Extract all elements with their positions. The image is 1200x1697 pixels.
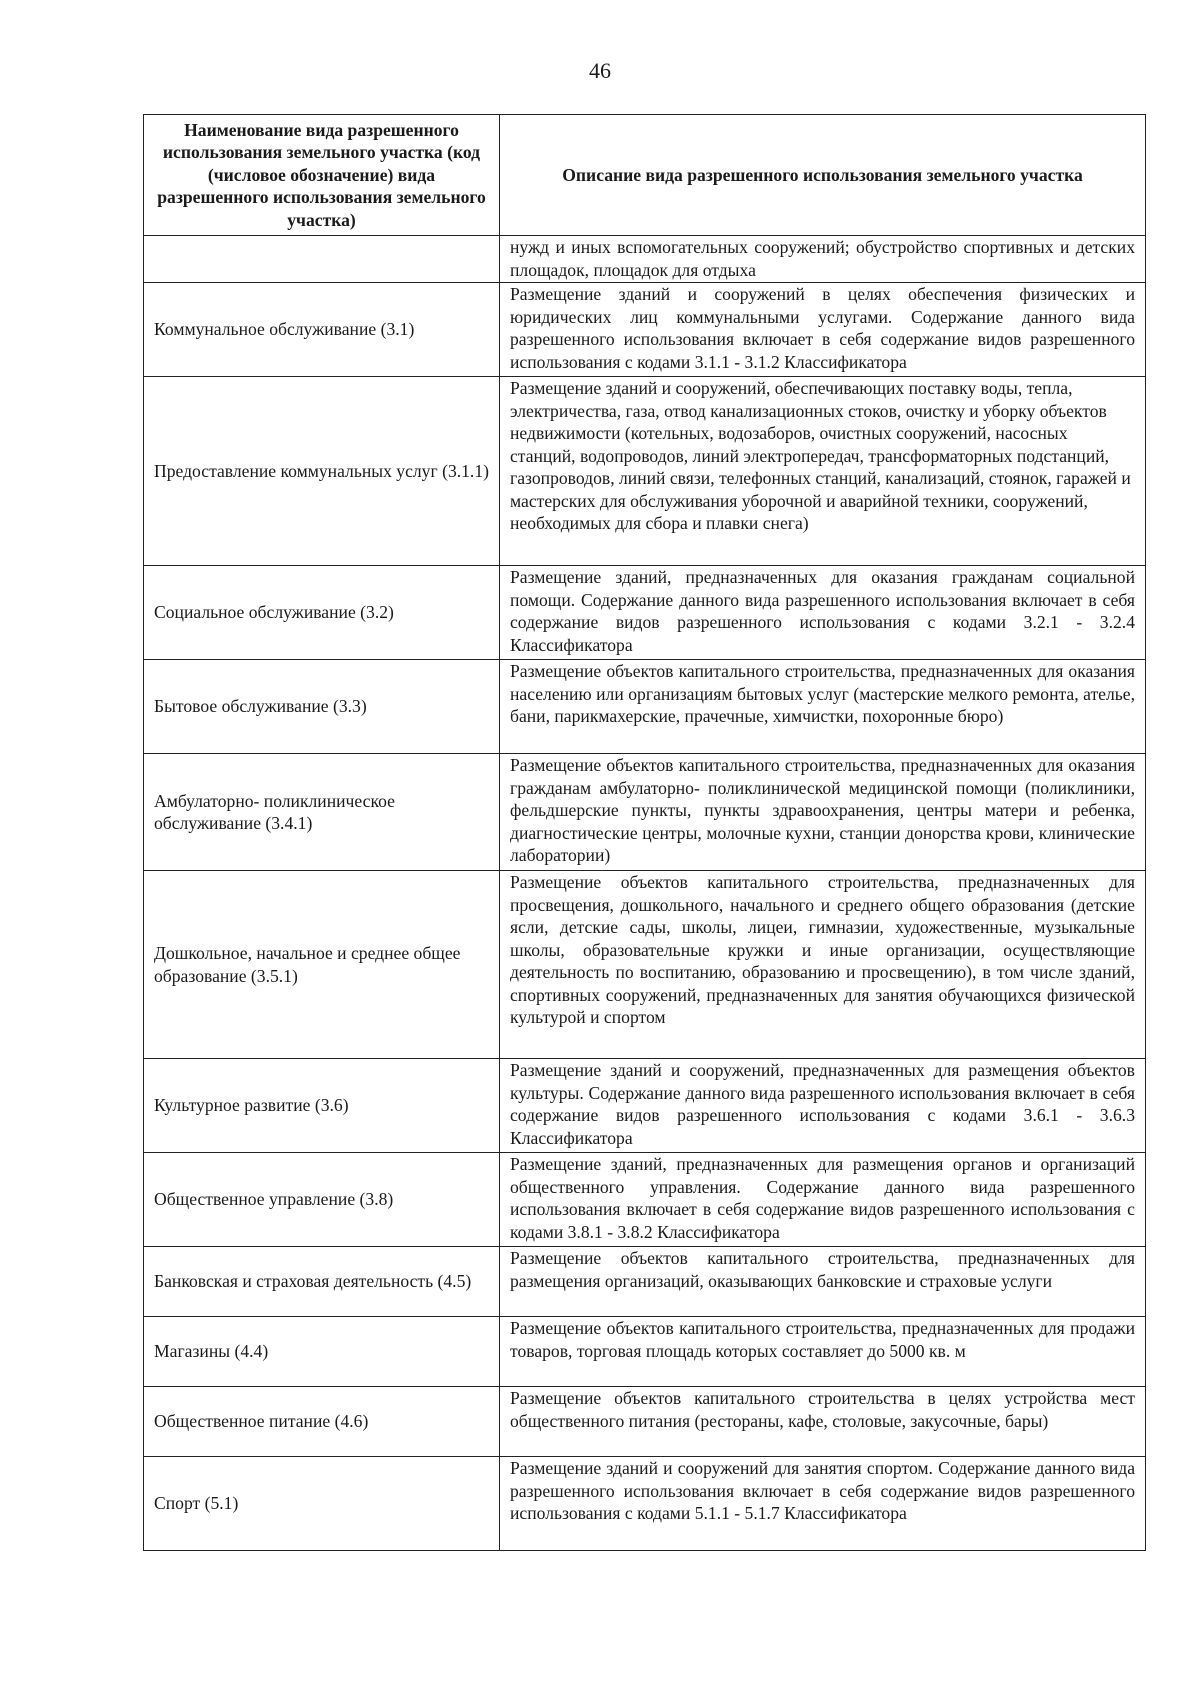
table-row: [144, 283, 1146, 377]
row-description: Размещение зданий, предназначенных для оказания гражданам социальной помощи. Содержание данного вида разрешенного использования включает в себя содержание видов разрешенного использования с кодами 3.2.1 - 3.2.4 Классификатора: [500, 566, 1146, 660]
row-description: Размещение зданий и сооружений для занятия спортом. Содержание данного вида разрешенного использования включает в себя содержание видов разрешенного использования с кодами 5.1.1 - 5.1.7 Классификатора: [500, 1457, 1146, 1551]
header-name-column: Наименование вида разрешенного использования земельного участка (код (числовое обозначение) вида разрешенного использования земельного участка): [144, 115, 500, 236]
land-use-table: [143, 114, 1146, 1551]
row-description: Размещение объектов капитального строительства, предназначенных для оказания населению или организациям бытовых услуг (мастерские мелкого ремонта, ателье, бани, парикмахерские, прачечные, химчистки, похоронные бюро): [500, 660, 1146, 754]
table-row: [144, 754, 1146, 871]
table-header-row: [144, 115, 1146, 236]
row-description: Размещение зданий, предназначенных для размещения органов и организаций общественного управления. Содержание данного вида разрешенного использования включает в себя содержание видов разрешенного использования с кодами 3.8.1 - 3.8.2 Классификатора: [500, 1153, 1146, 1247]
row-name: Социальное обслуживание (3.2): [144, 566, 500, 660]
table-row: [144, 871, 1146, 1059]
row-name: Общественное управление (3.8): [144, 1153, 500, 1247]
row-description: нужд и иных вспомогательных сооружений; обустройство спортивных и детских площадок, площадок для отдыха: [500, 236, 1146, 283]
row-name: Предоставление коммунальных услуг (3.1.1): [144, 377, 500, 566]
row-description: Размещение зданий и сооружений, предназначенных для размещения объектов культуры. Содержание данного вида разрешенного использования включает в себя содержание видов разрешенного использования с кодами 3.6.1 - 3.6.3 Классификатора: [500, 1059, 1146, 1153]
header-description-column: Описание вида разрешенного использования земельного участка: [500, 115, 1146, 236]
row-description: Размещение объектов капитального строительства в целях устройства мест общественного питания (рестораны, кафе, столовые, закусочные, бары): [500, 1387, 1146, 1457]
row-description: Размещение объектов капитального строительства, предназначенных для оказания гражданам амбулаторно- поликлинической медицинской помощи (поликлиники, фельдшерские пункты, пункты здравоохранения, центры матери и ребенка, диагностические центры, молочные кухни, станции донорства крови, клинические лаборатории): [500, 754, 1146, 871]
row-description: Размещение объектов капитального строительства, предназначенных для продажи товаров, торговая площадь которых составляет до 5000 кв. м: [500, 1317, 1146, 1387]
row-name: [144, 236, 500, 283]
table-row: [144, 377, 1146, 566]
row-name: Амбулаторно- поликлиническое обслуживание (3.4.1): [144, 754, 500, 871]
row-description: Размещение объектов капитального строительства, предназначенных для размещения организаций, оказывающих банковские и страховые услуги: [500, 1247, 1146, 1317]
row-description: Размещение объектов капитального строительства, предназначенных для просвещения, дошкольного, начального и среднего общего образования (детские ясли, детские сады, школы, лицеи, гимназии, художественные, музыкальные школы, образовательные кружки и иные организации, осуществляющие деятельность по воспитанию, образованию и просвещению), в том числе зданий, спортивных сооружений, предназначенных для занятия обучающихся физической культурой и спортом: [500, 871, 1146, 1059]
row-name: Спорт (5.1): [144, 1457, 500, 1551]
table-row: [144, 1457, 1146, 1551]
table-row: [144, 566, 1146, 660]
row-name: Коммунальное обслуживание (3.1): [144, 283, 500, 377]
table-row: [144, 1153, 1146, 1247]
table-row: [144, 1247, 1146, 1317]
table-row: [144, 236, 1146, 283]
page-number: 46: [589, 58, 611, 83]
row-name: Дошкольное, начальное и среднее общее образование (3.5.1): [144, 871, 500, 1059]
table-row: [144, 1387, 1146, 1457]
row-name: Общественное питание (4.6): [144, 1387, 500, 1457]
row-name: Магазины (4.4): [144, 1317, 500, 1387]
table-row: [144, 1059, 1146, 1153]
row-name: Культурное развитие (3.6): [144, 1059, 500, 1153]
row-name: Банковская и страховая деятельность (4.5): [144, 1247, 500, 1317]
row-name: Бытовое обслуживание (3.3): [144, 660, 500, 754]
row-description: Размещение зданий и сооружений в целях обеспечения физических и юридических лиц коммунальными услугами. Содержание данного вида разрешенного использования включает в себя содержание видов разрешенного использования с кодами 3.1.1 - 3.1.2 Классификатора: [500, 283, 1146, 377]
row-description: Размещение зданий и сооружений, обеспечивающих поставку воды, тепла, электричества, газа, отвод канализационных стоков, очистку и уборку объектов недвижимости (котельных, водозаборов, очистных сооружений, насосных станций, водопроводов, линий электропередач, трансформаторных подстанций, газопроводов, линий связи, телефонных станций, канализаций, стоянок, гаражей и мастерских для обслуживания уборочной и аварийной техники, сооружений, необходимых для сбора и плавки снега): [500, 377, 1146, 566]
table-row: [144, 660, 1146, 754]
table-row: [144, 1317, 1146, 1387]
